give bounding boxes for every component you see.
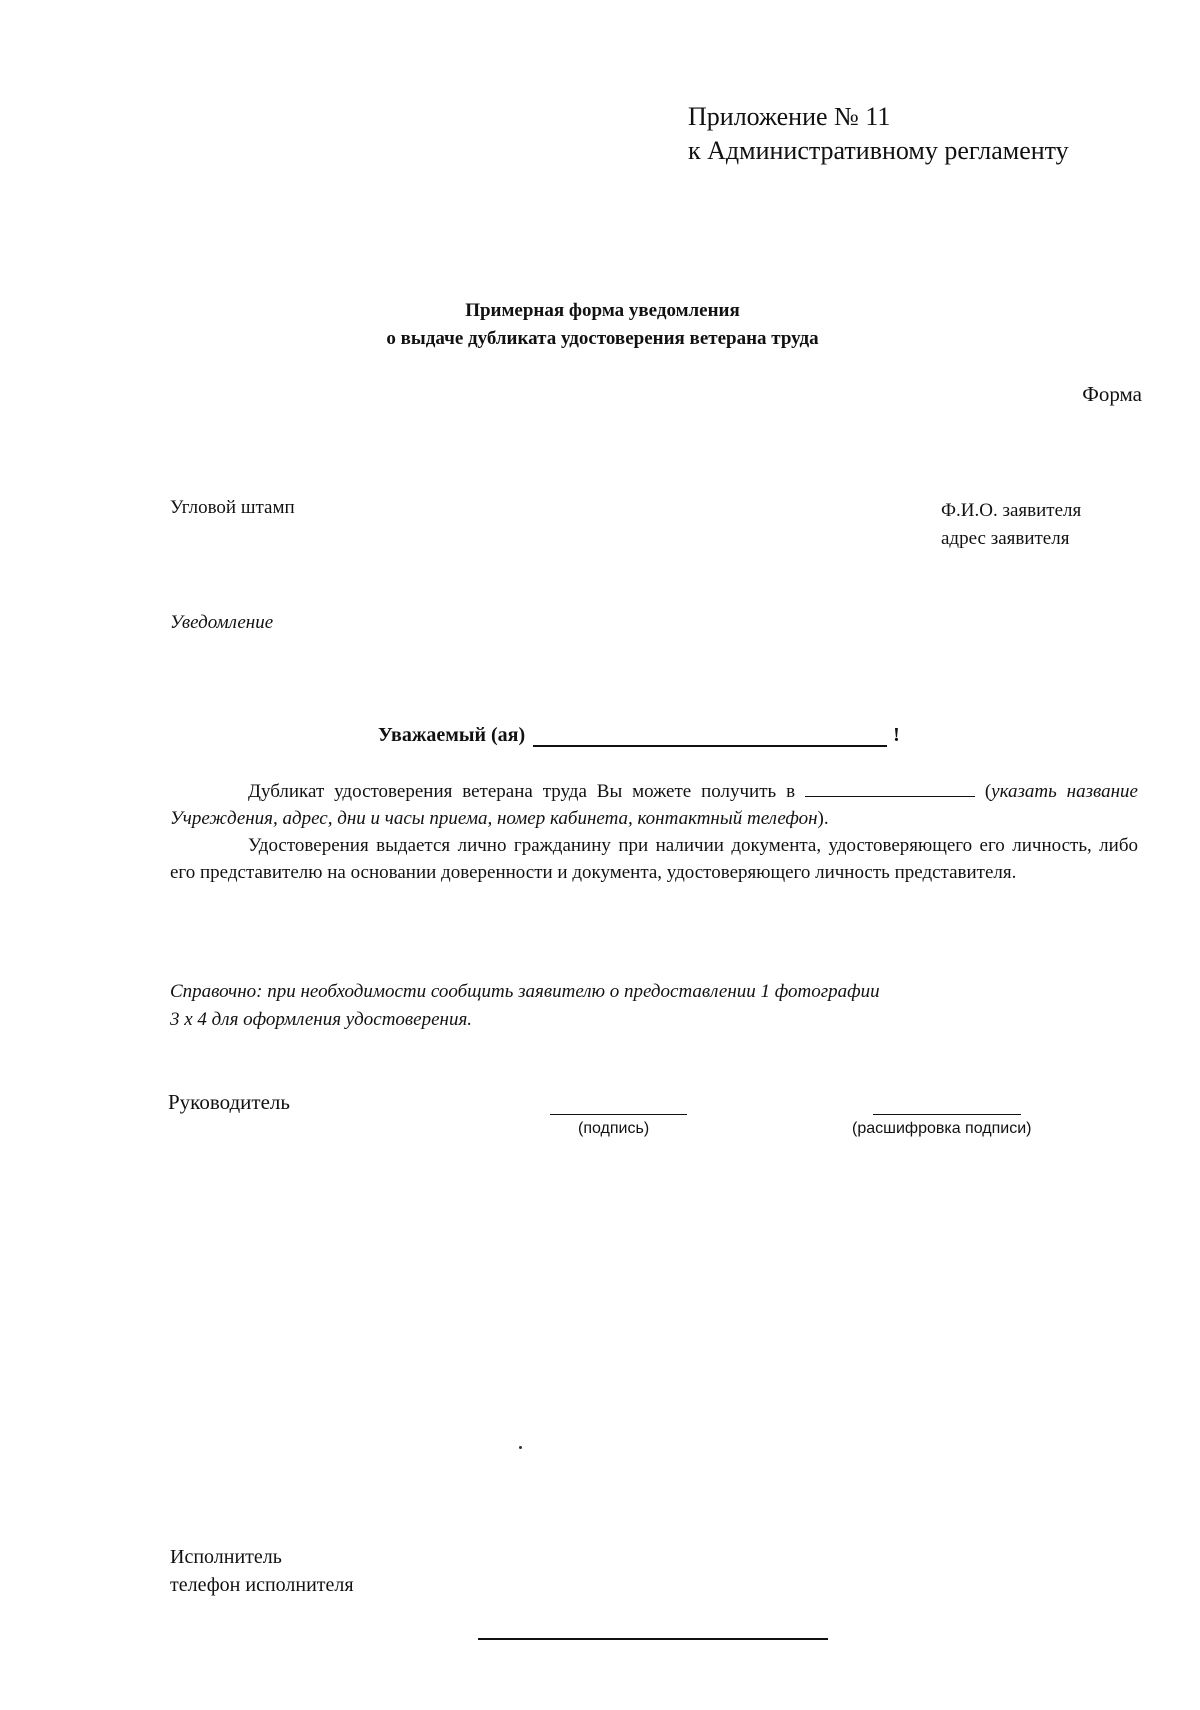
body-paragraph-1	[170, 778, 1138, 832]
appendix-number: Приложение № 11	[688, 102, 891, 131]
recipient-name-blank	[533, 723, 887, 747]
signature-caption: (подпись)	[578, 1120, 650, 1137]
head-label: Руководитель	[168, 1090, 290, 1114]
applicant-address-label: адрес заявителя	[941, 528, 1070, 549]
notice-body	[170, 778, 1138, 886]
greeting-prefix: Уважаемый (ая)	[378, 724, 526, 746]
hint-open-paren: (	[984, 781, 992, 802]
body-paragraph-2: Удостоверения выдается лично гражданину при наличии документа, удостоверяющего его личность, либо его представителю на основании доверенности и документа, удостоверяющего личность представителя.	[170, 835, 1138, 883]
form-label: Форма	[1082, 382, 1142, 406]
signature-decoding-caption: (расшифровка подписи)	[852, 1120, 1032, 1137]
hint-close-paren: ).	[817, 808, 829, 829]
applicant-block	[941, 497, 1081, 553]
applicant-name-label: Ф.И.О. заявителя	[941, 500, 1082, 521]
signature-line	[550, 1114, 687, 1115]
bottom-rule	[478, 1638, 828, 1640]
institution-hint: указать название Учреждения, адрес, дни и часы приема, номер кабинета, контактный телефон	[170, 781, 1138, 829]
appendix-header	[688, 100, 1069, 168]
notice-heading: Уведомление	[170, 612, 274, 633]
greeting-suffix: !	[893, 724, 900, 746]
executor-block	[170, 1543, 354, 1599]
signature-decoding-line	[873, 1114, 1021, 1115]
document-title	[0, 297, 1200, 353]
scan-speck	[519, 1446, 522, 1449]
institution-blank	[805, 778, 975, 797]
appendix-reference: к Административному регламенту	[688, 136, 1069, 165]
reference-line-1: Справочно: при необходимости сообщить заявителю о предоставлении 1 фотографии	[170, 981, 880, 1002]
executor-label: Исполнитель	[170, 1546, 282, 1568]
reference-note	[170, 978, 1150, 1034]
body-paragraph-1-text: Дубликат удостоверения ветерана труда Вы можете получить в	[248, 781, 796, 802]
title-line-1: Примерная форма уведомления	[465, 300, 740, 321]
corner-stamp-label: Угловой штамп	[170, 497, 295, 518]
executor-phone-label: телефон исполнителя	[170, 1574, 354, 1596]
greeting-line	[378, 723, 900, 747]
title-line-2: о выдаче дубликата удостоверения ветерана труда	[386, 328, 819, 349]
reference-line-2: 3 х 4 для оформления удостоверения.	[170, 1009, 473, 1030]
